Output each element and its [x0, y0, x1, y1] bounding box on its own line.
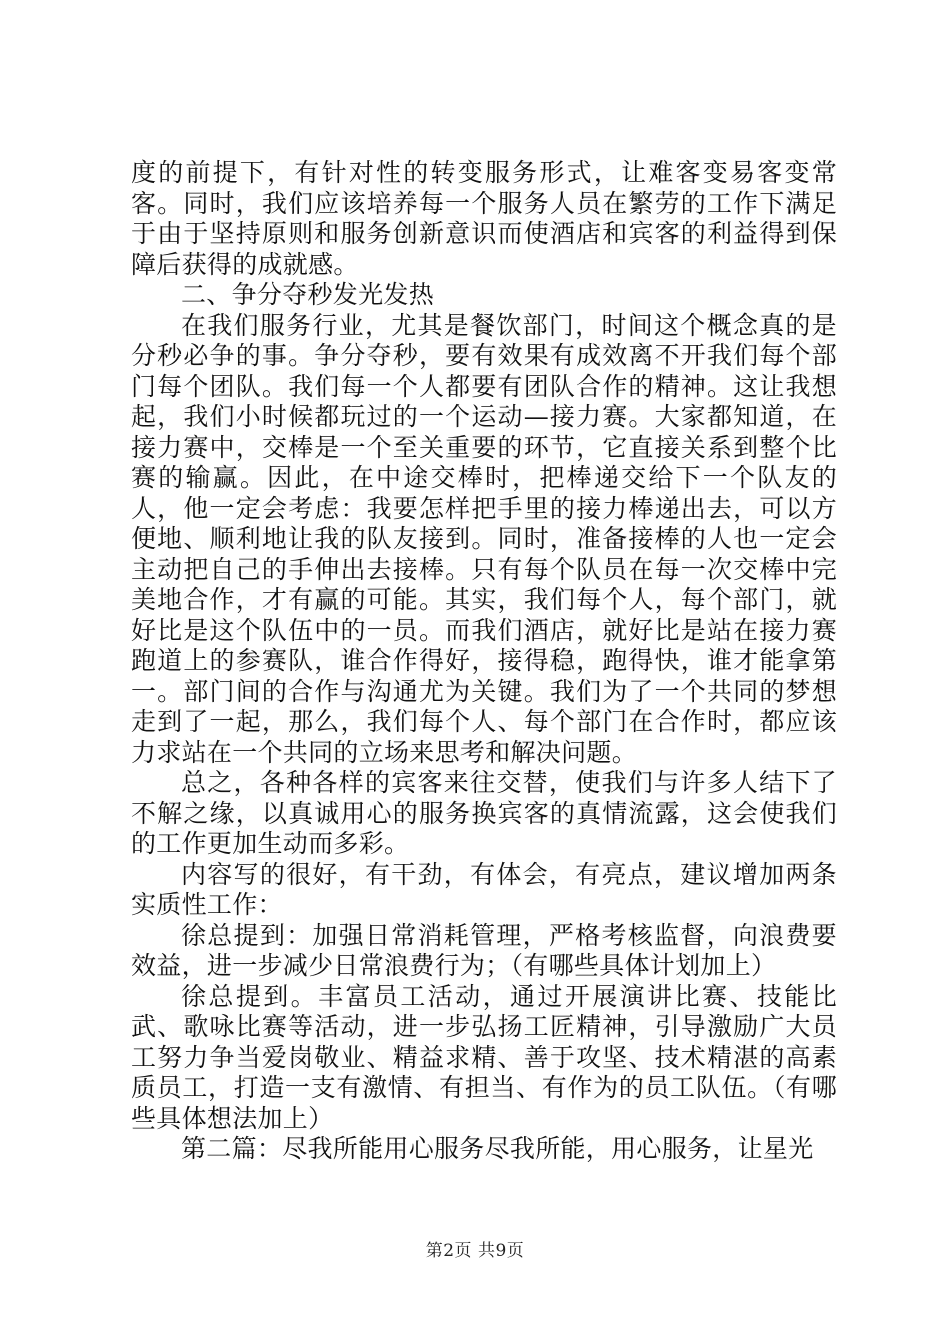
paragraph-8: 第二篇：尽我所能用心服务尽我所能，用心服务，让星光	[181, 1134, 814, 1163]
paragraph-6: 徐总提到：加强日常消耗管理，严格考核监督，向浪费要效益，进一步减少日常浪费行为；（有哪些具体计划加上）	[131, 920, 837, 980]
section-heading: 二、争分夺秒发光发热	[181, 280, 435, 309]
paragraph-5: 内容写的很好，有干劲，有体会，有亮点，建议增加两条实质性工作：	[131, 859, 837, 919]
document-body	[131, 158, 837, 1165]
paragraph-4: 总之，各种各样的宾客来往交替，使我们与许多人结下了不解之缘，以真诚用心的服务换宾客的真情流露，这会使我们的工作更加生动而多彩。	[131, 768, 837, 858]
paragraph-7: 徐总提到。丰富员工活动，通过开展演讲比赛、技能比武、歌咏比赛等活动，进一步弘扬工匠精神，引导激励广大员工努力争当爱岗敬业、精益求精、善于攻坚、技术精湛的高素质员工，打造一支有激情、有担当、有作为的员工队伍。（有哪些具体想法加上）	[131, 981, 837, 1133]
page-number-footer: 第2页 共9页	[425, 1241, 525, 1261]
paragraph-3: 在我们服务行业，尤其是餐饮部门，时间这个概念真的是分秒必争的事。争分夺秒，要有效果有成效离不开我们每个部门每个团队。我们每一个人都要有团队合作的精神。这让我想起，我们小时候都玩过的一个运动—接力赛。大家都知道，在接力赛中，交棒是一个至关重要的环节，它直接关系到整个比赛的输赢。因此，在中途交棒时，把棒递交给下一个队友的人，他一定会考虑：我要怎样把手里的接力棒递出去，可以方便地、顺利地让我的队友接到。同时，准备接棒的人也一定会主动把自己的手伸出去接棒。只有每个队员在每一次交棒中完美地合作，才有赢的可能。其实，我们每个人，每个部门，就好比是这个队伍中的一员。而我们酒店，就好比是站在接力赛跑道上的参赛队，谁合作得好，接得稳，跑得快，谁才能拿第一。部门间的合作与沟通尤为关键。我们为了一个共同的梦想走到了一起，那么，我们每个人、每个部门在合作时，都应该力求站在一个共同的立场来思考和解决问题。	[131, 310, 837, 767]
paragraph-1: 度的前提下，有针对性的转变服务形式，让难客变易客变常客。同时，我们应该培养每一个服务人员在繁劳的工作下满足于由于坚持原则和服务创新意识而使酒店和宾客的利益得到保障后获得的成就感。	[131, 158, 837, 279]
